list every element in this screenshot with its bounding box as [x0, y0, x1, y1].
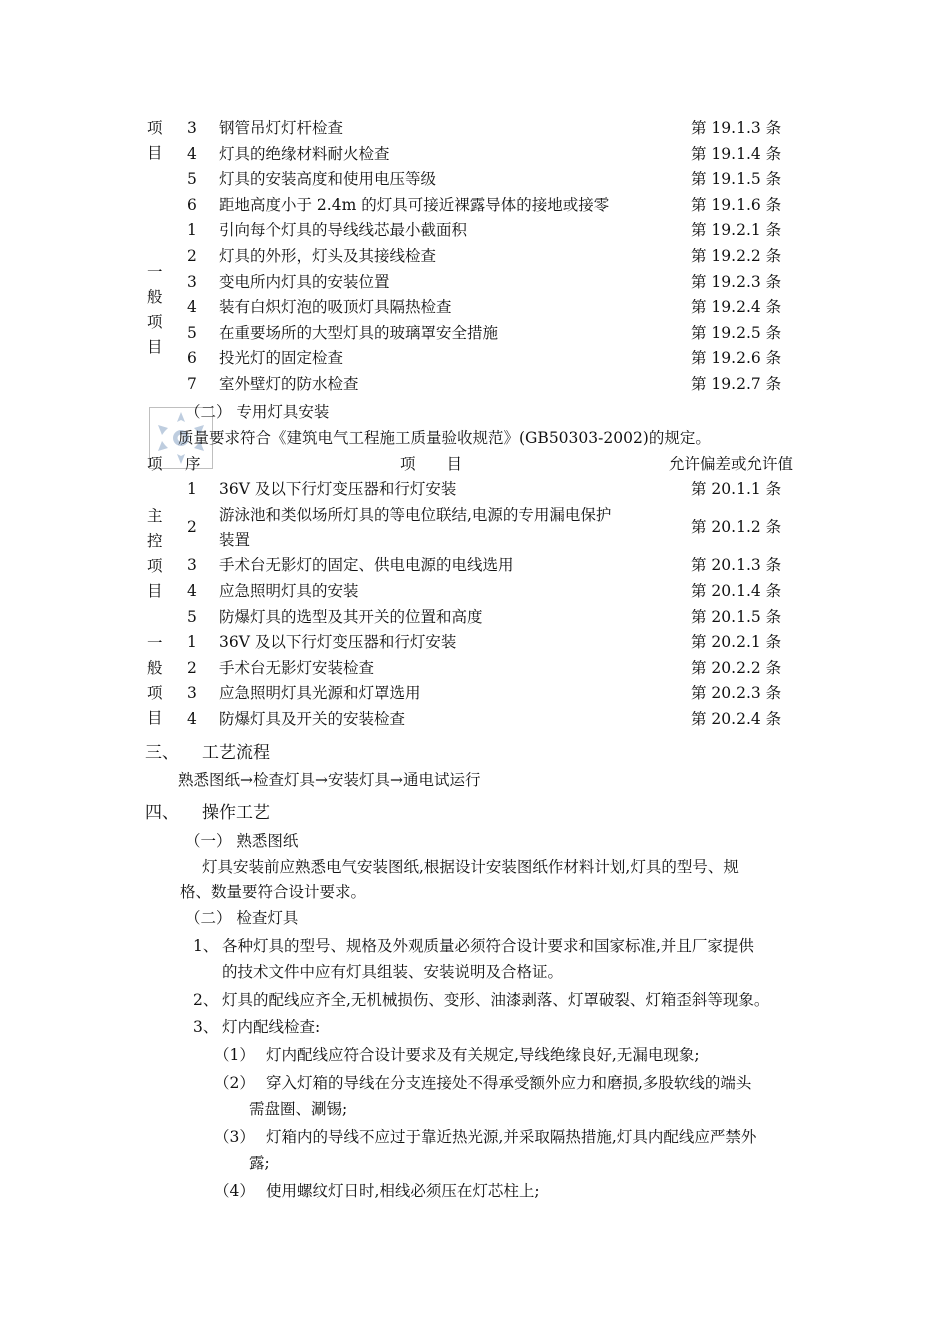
row-item: 在重要场所的大型灯具的玻璃罩安全措施 [219, 324, 499, 342]
row-item: 应急照明灯具光源和灯罩选用 [219, 684, 421, 702]
sublist-text: 露; [249, 1154, 270, 1172]
row-clause: 第 19.2.5 条 [691, 324, 782, 342]
row-clause: 第 20.1.5 条 [691, 608, 782, 626]
row-item: 36V 及以下行灯变压器和行灯安装 [219, 480, 457, 498]
list-number: 2、 [193, 991, 219, 1009]
row-number: 6 [187, 349, 197, 367]
row-clause: 第 20.2.3 条 [691, 684, 782, 702]
row-item-continued: 装置 [219, 531, 251, 549]
row-clause: 第 19.2.4 条 [691, 298, 782, 316]
sublist-text: 穿入灯箱的导线在分支连接处不得承受额外应力和磨损,多股软线的端头 [266, 1074, 752, 1092]
header-item: 项 目 [400, 455, 463, 473]
category-char: 主 [147, 507, 163, 525]
row-number: 1 [187, 221, 197, 239]
row-clause: 第 19.1.5 条 [691, 170, 782, 188]
list-text: 灯内配线检查: [222, 1018, 321, 1036]
section-number: 三、 [145, 743, 179, 763]
list-text: 灯具的配线应齐全,无机械损伤、变形、油漆剥落、灯罩破裂、灯箱歪斜等现象。 [222, 991, 770, 1009]
section-title: 操作工艺 [202, 803, 270, 823]
sublist-number: （4） [214, 1182, 255, 1200]
sublist-text: 灯箱内的导线不应过于靠近热光源,并采取隔热措施,灯具内配线应严禁外 [266, 1128, 757, 1146]
row-number: 4 [187, 298, 197, 316]
row-number: 1 [187, 633, 197, 651]
row-number: 4 [187, 582, 197, 600]
category-label [147, 265, 165, 365]
category-char: 一 [147, 634, 163, 652]
row-clause: 第 19.2.6 条 [691, 349, 782, 367]
category-label [147, 121, 165, 171]
section-title: 工艺流程 [202, 743, 270, 763]
row-clause: 第 20.2.1 条 [691, 633, 782, 651]
row-number: 3 [187, 273, 197, 291]
category-char: 控 [147, 532, 163, 550]
row-clause: 第 19.2.7 条 [691, 375, 782, 393]
header-seq: 序 [185, 455, 201, 473]
requirement-text: 质量要求符合《建筑电气工程施工质量验收规范》(GB50303-2002)的规定。 [178, 429, 711, 447]
category-char: 目 [147, 582, 163, 600]
category-char: 一 [147, 263, 163, 281]
row-clause: 第 19.1.3 条 [691, 119, 782, 137]
list-text: 各种灯具的型号、规格及外观质量必须符合设计要求和国家标准,并且厂家提供 [222, 937, 754, 955]
row-item: 投光灯的固定检查 [219, 349, 344, 367]
category-char: 般 [147, 288, 163, 306]
row-number: 5 [187, 608, 197, 626]
category-label [147, 509, 165, 609]
paragraph-line: 格、数量要符合设计要求。 [180, 883, 367, 901]
row-clause: 第 19.2.3 条 [691, 273, 782, 291]
row-number: 2 [187, 518, 197, 536]
row-item: 变电所内灯具的安装位置 [219, 273, 390, 291]
sublist-text: 需盘圈、涮锡; [249, 1100, 348, 1118]
header-allowance: 允许偏差或允许值 [669, 455, 794, 473]
row-number: 2 [187, 247, 197, 265]
row-item: 引向每个灯具的导线线芯最小截面积 [219, 221, 468, 239]
paragraph-line: 灯具安装前应熟悉电气安装图纸,根据设计安装图纸作材料计划,灯具的型号、规 [202, 858, 739, 876]
row-clause: 第 19.2.1 条 [691, 221, 782, 239]
row-item: 钢管吊灯灯杆检查 [219, 119, 344, 137]
category-char: 般 [147, 659, 163, 677]
row-clause: 第 20.1.1 条 [691, 480, 782, 498]
row-item: 灯具的安装高度和使用电压等级 [219, 170, 437, 188]
row-item: 手术台无影灯的固定、供电电源的电线选用 [219, 556, 514, 574]
row-clause: 第 20.1.3 条 [691, 556, 782, 574]
row-item: 手术台无影灯安装检查 [219, 659, 375, 677]
row-item: 应急照明灯具的安装 [219, 582, 359, 600]
subsection-heading: （一） 熟悉图纸 [185, 832, 299, 850]
list-number: 1、 [193, 937, 219, 955]
row-number: 5 [187, 170, 197, 188]
row-item: 灯具的外形，灯头及其接线检查 [219, 247, 437, 265]
sublist-number: （1） [214, 1046, 255, 1064]
sublist-text: 使用螺纹灯日时,相线必须压在灯芯柱上; [266, 1182, 540, 1200]
row-number: 3 [187, 119, 197, 137]
header-category: 项 [147, 455, 163, 473]
process-flow: 熟悉图纸→检查灯具→安装灯具→通电试运行 [178, 771, 481, 789]
row-item: 36V 及以下行灯变压器和行灯安装 [219, 633, 457, 651]
section-heading: （二） 专用灯具安装 [185, 403, 330, 421]
row-clause: 第 20.2.2 条 [691, 659, 782, 677]
category-char: 目 [147, 338, 163, 356]
row-item: 灯具的绝缘材料耐火检查 [219, 145, 390, 163]
row-number: 4 [187, 145, 197, 163]
row-item: 距地高度小于 2.4m 的灯具可接近裸露导体的接地或接零 [219, 196, 610, 214]
row-number: 2 [187, 659, 197, 677]
row-item: 装有白炽灯泡的吸顶灯具隔热检查 [219, 298, 452, 316]
row-clause: 第 20.1.4 条 [691, 582, 782, 600]
list-text: 的技术文件中应有灯具组装、安装说明及合格证。 [222, 963, 564, 981]
row-number: 1 [187, 480, 197, 498]
sublist-text: 灯内配线应符合设计要求及有关规定,导线绝缘良好,无漏电现象; [266, 1046, 700, 1064]
category-char: 项 [147, 557, 163, 575]
category-char: 项 [147, 684, 163, 702]
row-number: 3 [187, 684, 197, 702]
category-char: 项 [147, 119, 163, 137]
row-clause: 第 19.1.4 条 [691, 145, 782, 163]
sublist-number: （2） [214, 1074, 255, 1092]
row-number: 3 [187, 556, 197, 574]
row-clause: 第 20.1.2 条 [691, 518, 782, 536]
row-item: 防爆灯具的选型及其开关的位置和高度 [219, 608, 483, 626]
category-label [147, 636, 165, 736]
row-clause: 第 19.1.6 条 [691, 196, 782, 214]
row-clause: 第 19.2.2 条 [691, 247, 782, 265]
row-number: 6 [187, 196, 197, 214]
category-char: 目 [147, 709, 163, 727]
sublist-number: （3） [214, 1128, 255, 1146]
row-item: 游泳池和类似场所灯具的等电位联结,电源的专用漏电保护 [219, 506, 612, 524]
category-char: 项 [147, 313, 163, 331]
list-number: 3、 [193, 1018, 219, 1036]
row-number: 5 [187, 324, 197, 342]
section-number: 四、 [145, 803, 179, 823]
row-number: 7 [187, 375, 197, 393]
category-char: 目 [147, 144, 163, 162]
subsection-heading: （二） 检查灯具 [185, 909, 299, 927]
row-item: 防爆灯具及开关的安装检查 [219, 710, 406, 728]
row-number: 4 [187, 710, 197, 728]
row-item: 室外壁灯的防水检查 [219, 375, 359, 393]
row-clause: 第 20.2.4 条 [691, 710, 782, 728]
